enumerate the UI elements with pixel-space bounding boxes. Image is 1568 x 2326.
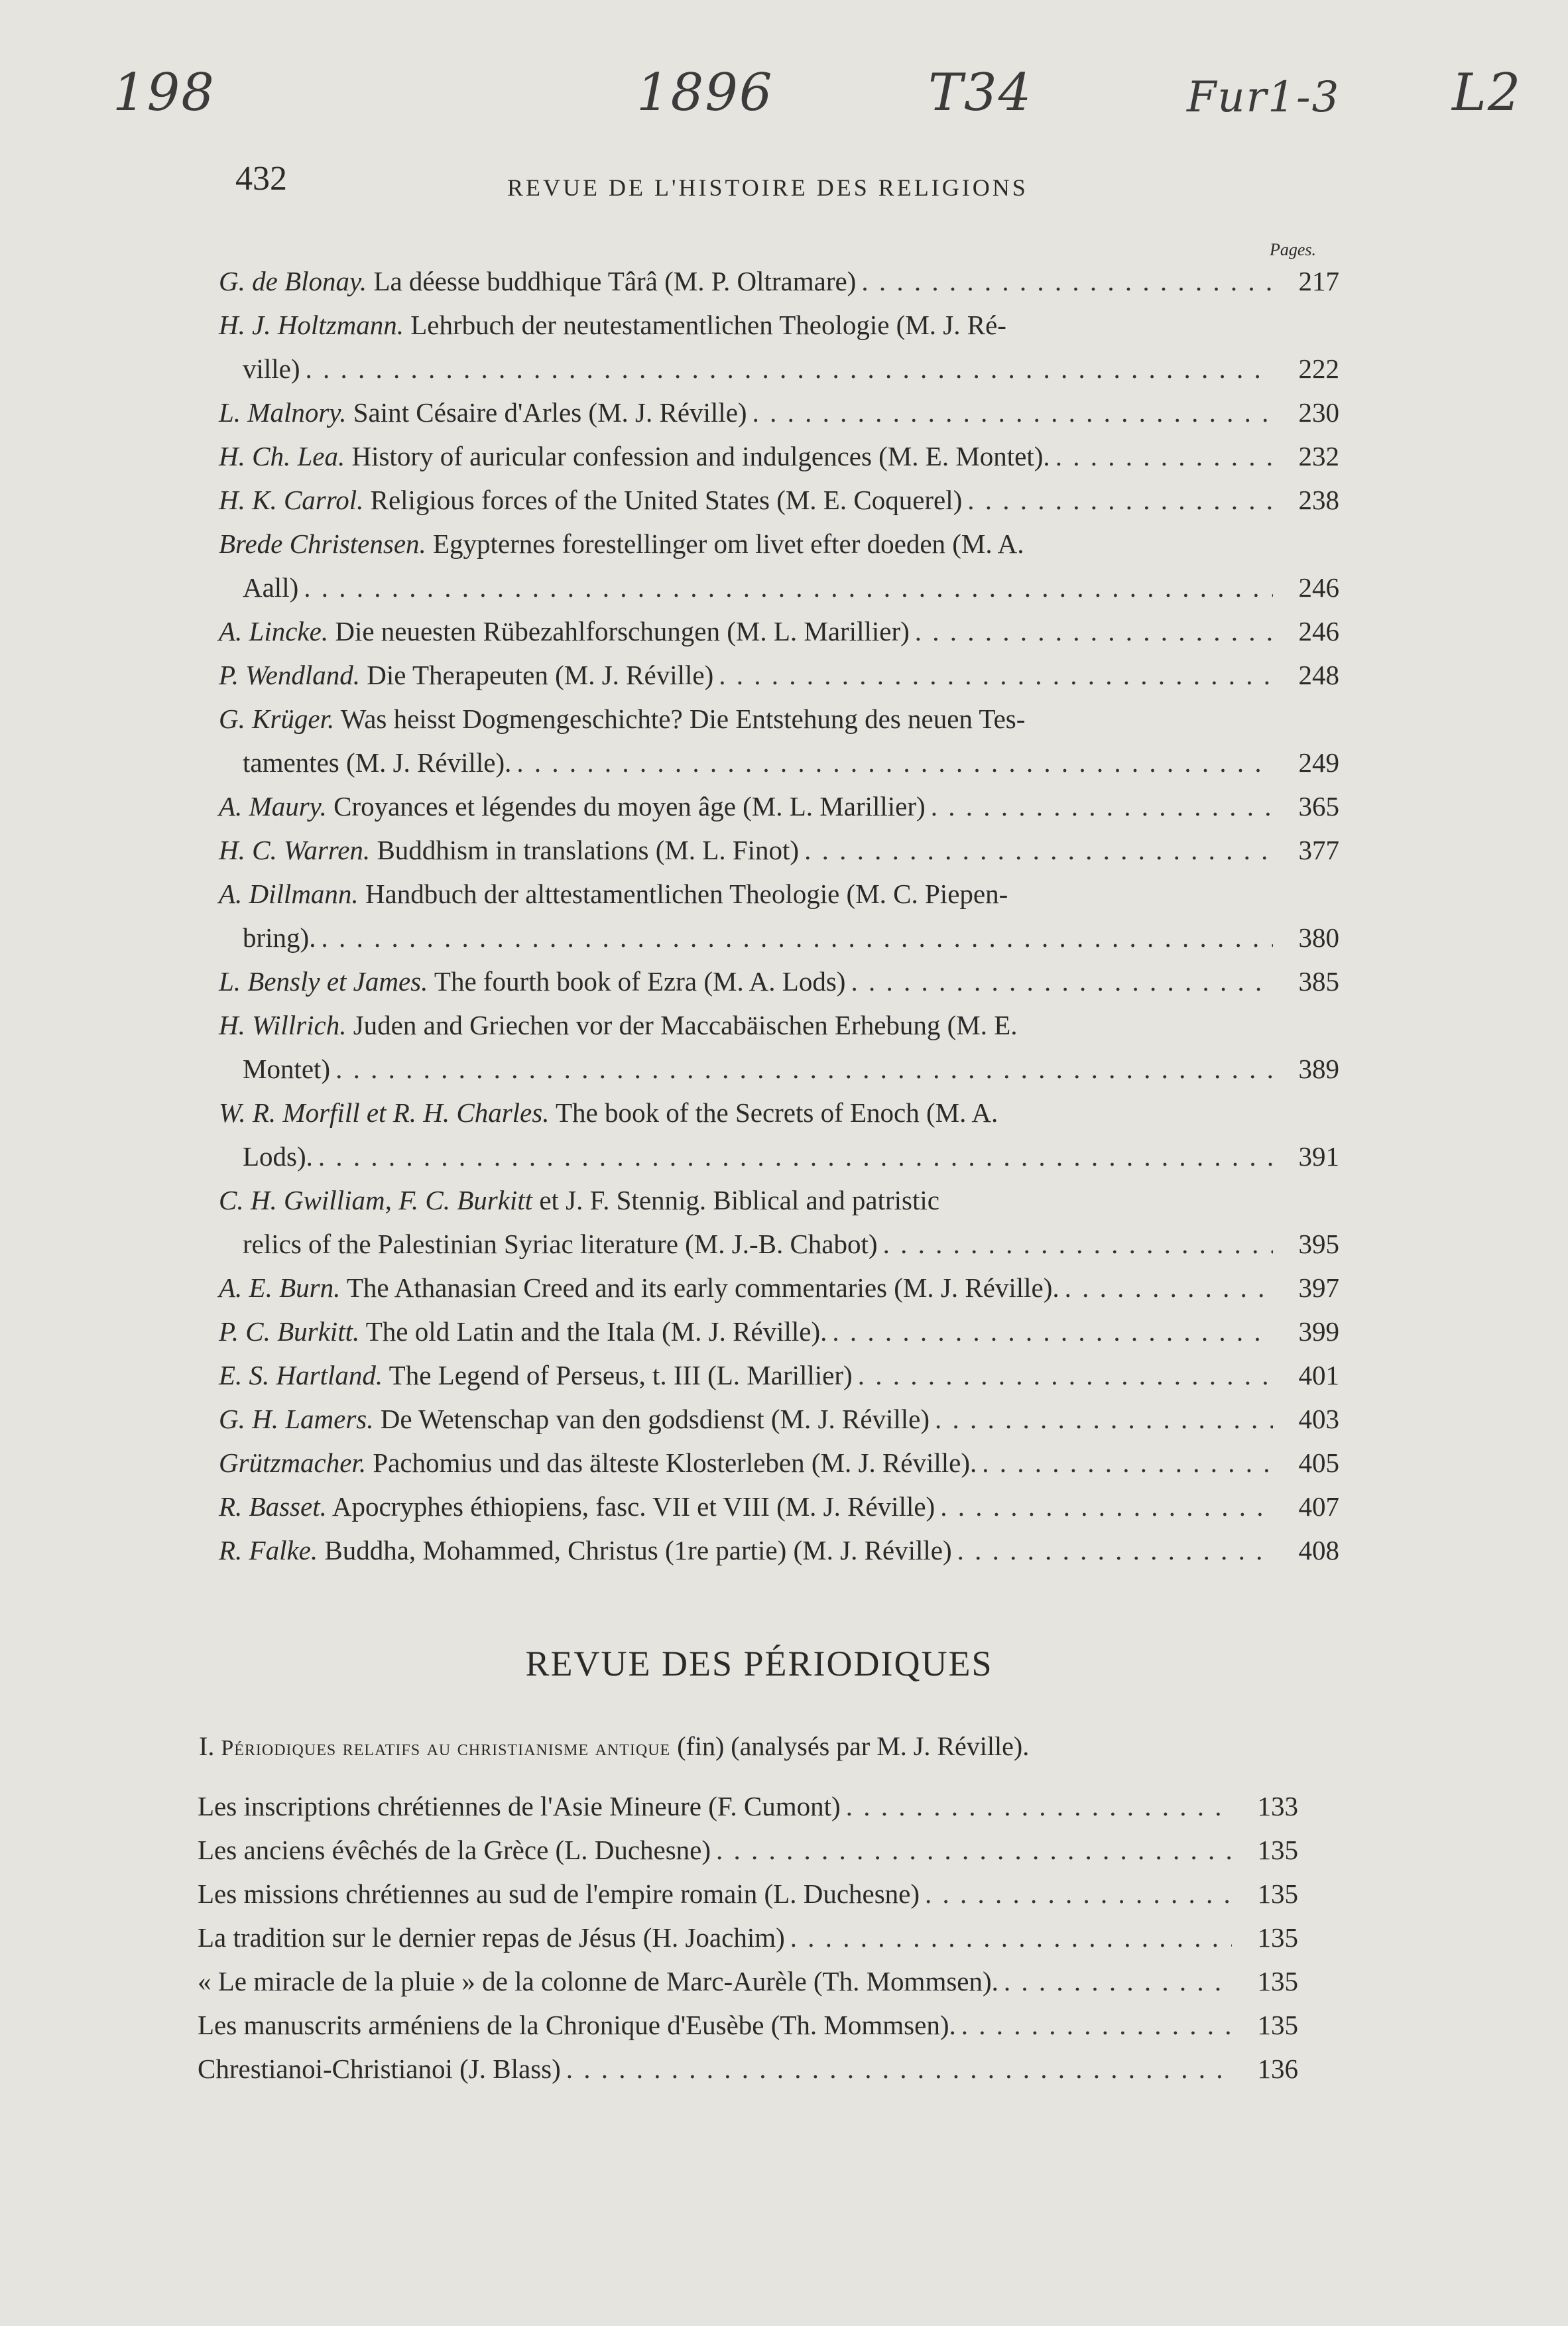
entry-page-number: 405: [1298, 1447, 1339, 1478]
entry-text: [219, 1272, 1059, 1304]
entry-title: Die Therapeuten (M. J. Réville): [360, 660, 714, 690]
review-entry: [219, 965, 1339, 1009]
entry-title: Religious forces of the United States (M. E. Coquerel): [363, 485, 963, 515]
entry-text: [243, 1228, 878, 1260]
periodicals-list: [198, 1790, 1298, 2097]
entry-line: [219, 309, 1339, 353]
entry-title: The Legend of Perseus, t. III (L. Marillier): [383, 1360, 853, 1390]
entry-page-number: 385: [1298, 966, 1339, 997]
leader-dots: [832, 1316, 1273, 1347]
leader-dots: [716, 1834, 1232, 1866]
leader-dots: [846, 1790, 1232, 1822]
periodical-page-number: 135: [1257, 1878, 1298, 1909]
periodical-title: « Le miracle de la pluie » de la colonne de Marc-Aurèle (Th. Mommsen).: [198, 1966, 998, 1996]
entry-text: [219, 834, 799, 866]
entry-line: [219, 397, 1339, 440]
leader-dots: [883, 1228, 1273, 1260]
periodical-title: La tradition sur le dernier repas de Jésus (H. Joachim): [198, 1922, 785, 1953]
entry-line: [219, 528, 1339, 572]
entry-author: Brede Christensen.: [219, 528, 426, 559]
entry-author: H. C. Warren.: [219, 835, 371, 865]
entry-title: De Wetenschap van den godsdienst (M. J. Réville): [373, 1404, 930, 1434]
leader-dots: [858, 1359, 1273, 1391]
leader-dots: [1004, 1965, 1232, 1997]
entry-author: H. J. Holtzmann.: [219, 310, 404, 340]
entry-title: Die neuesten Rübezahlforschungen (M. L. Marillier): [328, 616, 910, 646]
periodical-item: [198, 2053, 1298, 2097]
entry-page-number: 389: [1298, 1054, 1339, 1084]
review-entry: [219, 1009, 1339, 1097]
entry-author: H. K. Carrol.: [219, 485, 364, 515]
periodical-page-number: 133: [1257, 1791, 1298, 1821]
entry-title: Apocryphes éthiopiens, fasc. VII et VIII (M. J. Réville): [326, 1491, 935, 1522]
entry-text: [219, 1403, 930, 1435]
entry-title: bring).: [243, 922, 316, 953]
entry-page-number: 230: [1298, 397, 1339, 428]
entry-page-number: 407: [1298, 1491, 1339, 1522]
entry-page-number: 365: [1298, 791, 1339, 822]
review-entry: [219, 440, 1339, 484]
periodical-title: Les inscriptions chrétiennes de l'Asie Mineure (F. Cumont): [198, 1791, 841, 1821]
entry-line: [219, 878, 1339, 922]
entry-text: [219, 1316, 827, 1347]
entry-text: [219, 309, 1006, 341]
leader-dots: [957, 1534, 1273, 1566]
entry-title: ville): [243, 353, 300, 384]
entry-title: Buddhism in translations (M. L. Finot): [370, 835, 800, 865]
entry-page-number: 238: [1298, 485, 1339, 515]
review-entry: [219, 1184, 1339, 1272]
periodical-item: [198, 1834, 1298, 1878]
entry-page-number: 246: [1298, 616, 1339, 646]
entry-line: [219, 1491, 1339, 1534]
leader-dots: [318, 1140, 1273, 1172]
review-entry: [219, 265, 1339, 309]
leader-dots: [306, 353, 1273, 385]
entry-page-number: 408: [1298, 1535, 1339, 1565]
entry-text: [219, 1534, 952, 1566]
entry-text: [219, 265, 856, 297]
leader-dots: [982, 1447, 1273, 1479]
entry-line: [219, 440, 1339, 484]
entry-author: R. Falke.: [219, 1535, 318, 1565]
entry-line: [219, 1009, 1339, 1053]
entry-author: G. Krüger.: [219, 704, 335, 734]
entry-text: [219, 1097, 998, 1129]
entry-author: H. Willrich.: [219, 1010, 347, 1040]
entry-title: Lehrbuch der neutestamentlichen Theologie (M. J. Ré-: [404, 310, 1006, 340]
entry-line: [219, 265, 1339, 309]
entry-author: L. Bensly et James.: [219, 966, 428, 997]
entry-text: [243, 747, 511, 778]
leader-dots: [804, 834, 1273, 866]
review-entry: [219, 703, 1339, 790]
leader-dots: [851, 965, 1273, 997]
handwritten-mark-1: 198: [113, 63, 215, 123]
entry-line: [219, 1403, 1339, 1447]
entry-text: [243, 1053, 330, 1085]
leader-dots: [516, 747, 1273, 778]
periodical-page-number: 135: [1257, 1966, 1298, 1996]
entry-title: History of auricular confession and indulgences (M. E. Montet).: [345, 441, 1050, 471]
entry-page-number: 246: [1298, 572, 1339, 603]
entry-title: Buddha, Mohammed, Christus (1re partie) (M. J. Réville): [318, 1535, 952, 1565]
entry-page-number: 377: [1298, 835, 1339, 865]
periodical-page-number: 135: [1257, 1922, 1298, 1953]
entry-line: [219, 1053, 1339, 1097]
leader-dots: [935, 1403, 1273, 1435]
entry-title: The book of the Secrets of Enoch (M. A.: [549, 1097, 998, 1128]
review-entry: [219, 790, 1339, 834]
entry-line: [219, 1272, 1339, 1316]
leader-dots: [967, 484, 1273, 516]
periodical-page-number: 135: [1257, 2010, 1298, 2040]
entry-title: Was heisst Dogmengeschichte? Die Entstehung des neuen Tes-: [334, 704, 1026, 734]
leader-dots: [961, 2009, 1232, 2041]
leader-dots: [915, 615, 1273, 647]
entry-title: Croyances et légendes du moyen âge (M. L. Marillier): [326, 791, 926, 822]
review-entry: [219, 1272, 1339, 1316]
leader-dots: [1065, 1272, 1273, 1304]
entry-page-number: 391: [1298, 1141, 1339, 1172]
entry-page-number: 399: [1298, 1316, 1339, 1347]
review-entry: [219, 397, 1339, 440]
page-number: 432: [235, 160, 287, 198]
entry-title: Saint Césaire d'Arles (M. J. Réville): [346, 397, 747, 428]
entry-title: Montet): [243, 1054, 331, 1084]
entry-author: A. Lincke.: [219, 616, 329, 646]
entry-title: relics of the Palestinian Syriac literature (M. J.-B. Chabot): [243, 1229, 878, 1259]
entry-title: et J. F. Stennig. Biblical and patristic: [532, 1185, 939, 1215]
entry-title: The fourth book of Ezra (M. A. Lods): [428, 966, 846, 997]
leader-dots: [566, 2053, 1232, 2085]
leader-dots: [940, 1491, 1273, 1522]
leader-dots: [931, 790, 1273, 822]
entry-author: G. H. Lamers.: [219, 1404, 374, 1434]
entry-line: [219, 965, 1339, 1009]
periodical-item: [198, 1965, 1298, 2009]
entry-text: [219, 878, 1008, 910]
entry-page-number: 222: [1298, 353, 1339, 384]
leader-dots: [861, 265, 1273, 297]
entry-line: [219, 922, 1339, 965]
entry-author: R. Basset.: [219, 1491, 327, 1522]
entry-line: [219, 1447, 1339, 1491]
pages-column-label: Pages.: [1270, 240, 1317, 259]
running-head: [235, 159, 1329, 212]
entry-text: [219, 1009, 1018, 1041]
entry-page-number: 403: [1298, 1404, 1339, 1434]
periodical-page-number: 135: [1257, 1835, 1298, 1865]
entry-page-number: 395: [1298, 1229, 1339, 1259]
periodical-title: Les missions chrétiennes au sud de l'empire romain (L. Duchesne): [198, 1878, 920, 1909]
review-entry: [219, 1359, 1339, 1403]
entry-line: [219, 353, 1339, 397]
entry-page-number: 249: [1298, 747, 1339, 778]
entry-line: [219, 1184, 1339, 1228]
leader-dots: [304, 572, 1273, 603]
entry-text: [219, 790, 926, 822]
entry-title: The Athanasian Creed and its early commentaries (M. J. Réville).: [340, 1272, 1059, 1303]
entry-text: [243, 572, 298, 603]
leader-dots: [753, 397, 1273, 428]
entry-author: H. Ch. Lea.: [219, 441, 345, 471]
review-entries-list: [219, 265, 1339, 1578]
entry-line: [219, 834, 1339, 878]
entry-author: P. Wendland.: [219, 660, 360, 690]
entry-line: [219, 659, 1339, 703]
review-entry: [219, 615, 1339, 659]
entry-title: Handbuch der alttestamentlichen Theologie (M. C. Piepen-: [358, 879, 1008, 909]
subsection-suffix: (fin) (analysés par M. J. Réville).: [670, 1731, 1030, 1761]
entry-text: [219, 484, 962, 516]
review-entry: [219, 834, 1339, 878]
entry-line: [219, 1140, 1339, 1184]
review-entry: [219, 1403, 1339, 1447]
entry-author: A. E. Burn.: [219, 1272, 341, 1303]
entry-page-number: 380: [1298, 922, 1339, 953]
periodical-item: [198, 1878, 1298, 1922]
entry-author: Grützmacher.: [219, 1447, 367, 1478]
entry-text: [219, 440, 1050, 472]
entry-line: [219, 703, 1339, 747]
handwritten-mark-3: T34: [928, 63, 1033, 123]
entry-page-number: 232: [1298, 441, 1339, 471]
entry-page-number: 248: [1298, 660, 1339, 690]
entry-text: [219, 659, 713, 691]
entry-text: [219, 615, 910, 647]
entry-text: [243, 1140, 313, 1172]
entry-title: Pachomius und das älteste Klosterleben (M. J. Réville).: [366, 1447, 977, 1478]
review-entry: [219, 1491, 1339, 1534]
entry-text: [219, 1359, 853, 1391]
periodical-title: Les anciens évêchés de la Grèce (L. Duchesne): [198, 1835, 711, 1865]
periodical-item: [198, 2009, 1298, 2053]
entry-author: P. C. Burkitt.: [219, 1316, 360, 1347]
entry-text: [243, 922, 316, 953]
entry-line: [219, 1228, 1339, 1272]
entry-author: C. H. Gwilliam, F. C. Burkitt: [219, 1185, 533, 1215]
entry-line: [219, 572, 1339, 615]
leader-dots: [790, 1922, 1232, 1953]
leader-dots: [335, 1053, 1273, 1085]
leader-dots: [925, 1878, 1232, 1910]
entry-author: E. S. Hartland.: [219, 1360, 383, 1390]
entry-line: [219, 1316, 1339, 1359]
review-entry: [219, 1534, 1339, 1578]
entry-line: [219, 615, 1339, 659]
review-entry: [219, 1447, 1339, 1491]
entry-page-number: 401: [1298, 1360, 1339, 1390]
entry-title: tamentes (M. J. Réville).: [243, 747, 512, 778]
entry-text: [243, 353, 300, 385]
entry-author: A. Dillmann.: [219, 879, 359, 909]
entry-title: Egypternes forestellinger om livet efter doeden (M. A.: [426, 528, 1024, 559]
periodical-title: Les manuscrits arméniens de la Chronique d'Eusèbe (Th. Mommsen).: [198, 2010, 956, 2040]
entry-line: [219, 1097, 1339, 1140]
entry-author: G. de Blonay.: [219, 266, 367, 296]
section-title: REVUE DES PÉRIODIQUES: [525, 1644, 993, 1683]
entry-line: [219, 1359, 1339, 1403]
review-entry: [219, 1316, 1339, 1359]
periodical-title: Chrestianoi-Christianoi (J. Blass): [198, 2053, 561, 2084]
handwritten-mark-5: L2: [1452, 63, 1522, 123]
periodical-item: [198, 1790, 1298, 1834]
entry-author: W. R. Morfill et R. H. Charles.: [219, 1097, 550, 1128]
leader-dots: [321, 922, 1273, 953]
journal-title: REVUE DE L'HISTOIRE DES RELIGIONS: [507, 174, 1028, 201]
review-entry: [219, 309, 1339, 397]
entry-author: L. Malnory.: [219, 397, 347, 428]
review-entry: [219, 484, 1339, 528]
entry-text: [219, 1447, 977, 1479]
entry-line: [219, 747, 1339, 790]
leader-dots: [1055, 440, 1273, 472]
entry-page-number: 397: [1298, 1272, 1339, 1303]
entry-title: Lods).: [243, 1141, 313, 1172]
subsection-prefix: I.: [199, 1731, 221, 1761]
periodical-page-number: 136: [1257, 2053, 1298, 2084]
entry-title: La déesse buddhique Târâ (M. P. Oltramare): [367, 266, 857, 296]
subsection-heading: [199, 1731, 1326, 1762]
review-entry: [219, 1097, 1339, 1184]
entry-text: [219, 1491, 935, 1522]
entry-text: [219, 528, 1024, 560]
review-entry: [219, 878, 1339, 965]
handwritten-mark-4: Fur1-3: [1187, 73, 1341, 122]
entry-line: [219, 790, 1339, 834]
entry-text: [219, 397, 747, 428]
entry-line: [219, 1534, 1339, 1578]
subsection-caps: Périodiques relatifs au christianisme antique: [221, 1736, 671, 1760]
handwritten-mark-2: 1896: [636, 63, 774, 123]
leader-dots: [719, 659, 1273, 691]
entry-text: [219, 965, 845, 997]
entry-line: [219, 484, 1339, 528]
review-entry: [219, 659, 1339, 703]
periodical-item: [198, 1922, 1298, 1965]
review-entry: [219, 528, 1339, 615]
entry-page-number: 217: [1298, 266, 1339, 296]
entry-author: A. Maury.: [219, 791, 327, 822]
entry-text: [219, 703, 1025, 735]
entry-title: The old Latin and the Itala (M. J. Réville).: [359, 1316, 827, 1347]
entry-title: Juden and Griechen vor der Maccabäischen Erhebung (M. E.: [346, 1010, 1018, 1040]
entry-text: [219, 1184, 939, 1216]
entry-title: Aall): [243, 572, 299, 603]
